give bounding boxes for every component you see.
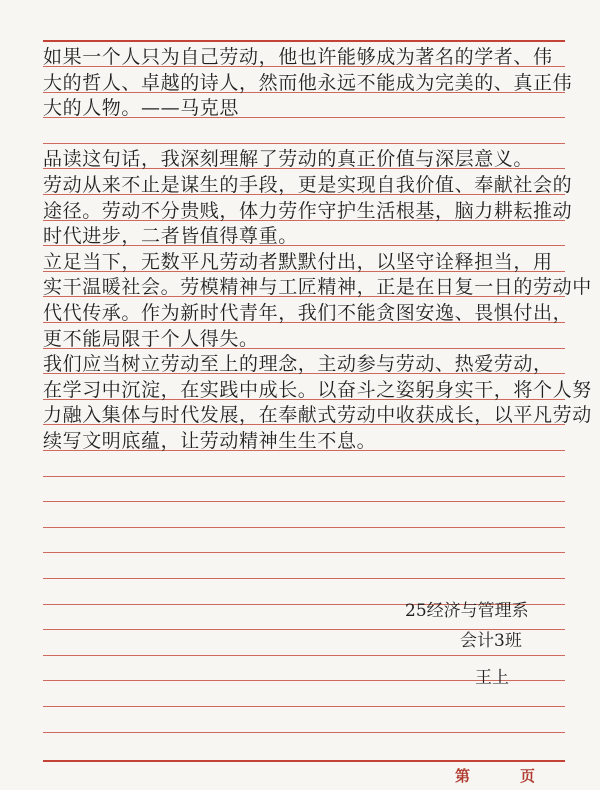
signature-author: 王上 — [475, 668, 509, 688]
essay-line: 在学习中沉淀，在实践中成长。以奋斗之姿躬身实干，将个人努 — [43, 379, 592, 401]
ruled-line — [43, 527, 565, 528]
essay-line: 如果一个人只为自己劳动，他也许能够成为著名的学者、伟 — [43, 46, 553, 68]
signature-class: 会计3班 — [460, 631, 522, 651]
ruled-line — [43, 552, 565, 553]
essay-line: 品读这句话，我深刻理解了劳动的真正价值与深层意义。 — [43, 148, 534, 170]
ruled-line — [43, 760, 565, 762]
essay-line: 实干温暖社会。劳模精神与工匠精神，正是在日复一日的劳动中 — [43, 276, 592, 298]
essay-line: 我们应当树立劳动至上的理念，主动参与劳动、热爱劳动， — [43, 353, 553, 375]
page-number-suffix: 页 — [520, 767, 536, 785]
page-number-prefix: 第 — [455, 767, 471, 785]
ruled-line — [43, 706, 565, 707]
essay-line: 途径。劳动不分贵贱，体力劳作守护生活根基，脑力耕耘推动 — [43, 200, 573, 222]
essay-line: 劳动从来不止是谋生的手段，更是实现自我价值、奉献社会的 — [43, 174, 573, 196]
ruled-line — [43, 578, 565, 579]
ruled-line — [43, 501, 565, 502]
ruled-line — [43, 476, 565, 477]
ruled-line — [43, 143, 565, 144]
essay-line: 大的人物。——马克思 — [43, 97, 240, 119]
essay-line: 时代进步，二者皆值得尊重。 — [43, 225, 298, 247]
ruled-line — [43, 732, 565, 733]
essay-line: 大的哲人、卓越的诗人，然而他永远不能成为完美的、真正伟 — [43, 72, 573, 94]
essay-line: 更不能局限于个人得失。 — [43, 328, 259, 350]
essay-line: 代代传承。作为新时代青年，我们不能贪图安逸、畏惧付出， — [43, 302, 573, 324]
signature-department: 25经济与管理系 — [405, 601, 529, 621]
essay-line: 力融入集体与时代发展，在奉献式劳动中收获成长，以平凡劳动 — [43, 404, 592, 426]
essay-line: 立足当下，无数平凡劳动者默默付出，以坚守诠释担当，用 — [43, 251, 553, 273]
essay-line: 续写文明底蕴，让劳动精神生生不息。 — [43, 430, 377, 452]
ruled-line — [43, 655, 565, 656]
ruled-line — [43, 40, 565, 42]
